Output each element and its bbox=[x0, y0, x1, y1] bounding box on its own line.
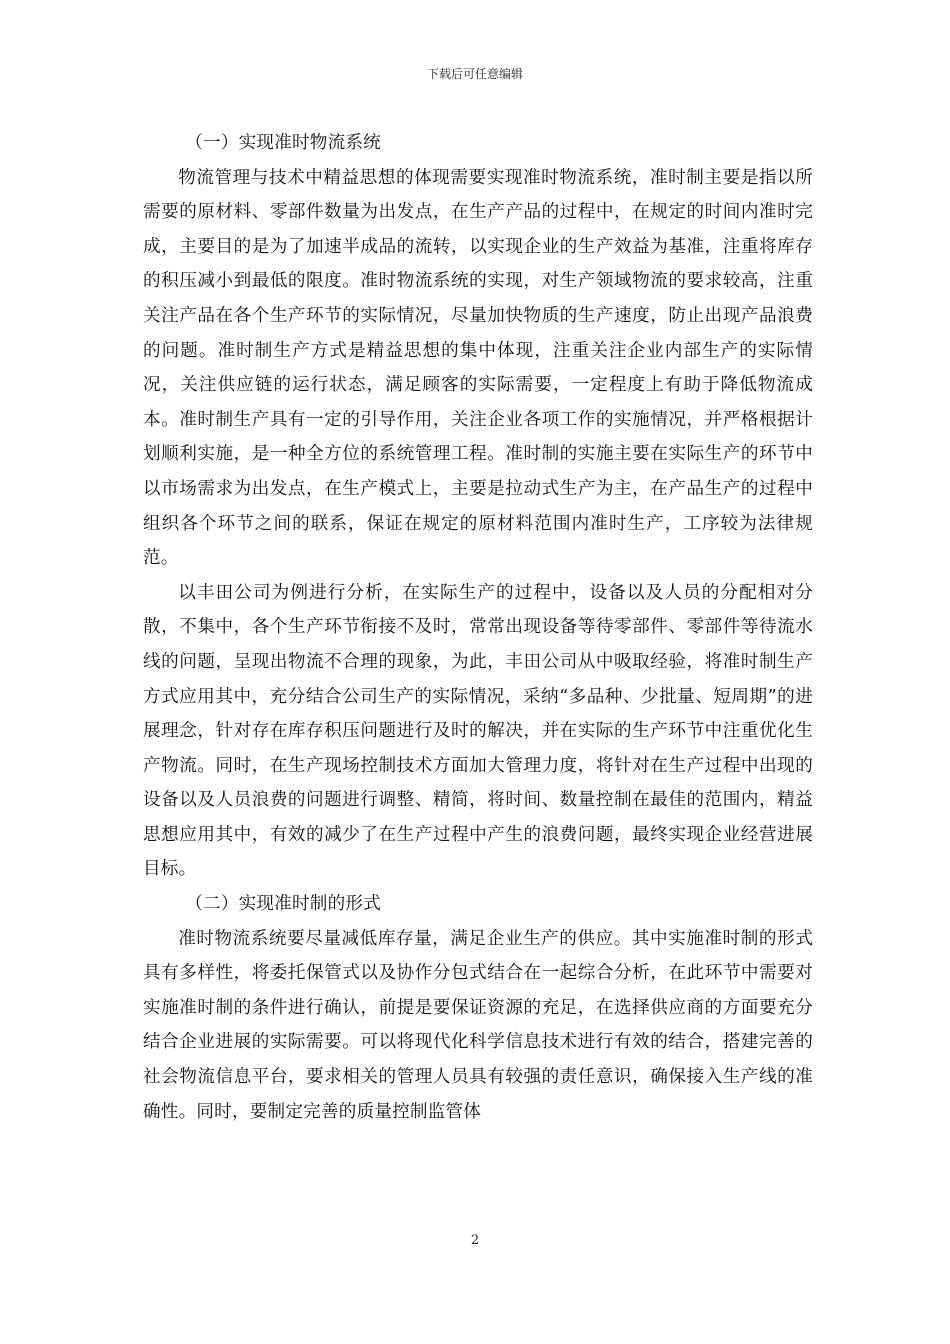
page-header: 下载后可任意编辑 bbox=[426, 67, 523, 81]
paragraph-1: 物流管理与技术中精益思想的体现需要实现准时物流系统，准时制主要是指以所需要的原材料、零部件数量为出发点，在生产产品的过程中，在规定的时间内准时完成，主要目的是为了加速半成品的流转，以实现企业的生产效益为基准，注重将库存的积压减小到最低的限度。准时物流系统的实现，对生产领域物流的要求较高，注重关注产品在各个生产环节的实际情况，尽量加快物质的生产速度，防止出现产品浪费的问题。准时制生产方式是精益思想的集中体现，注重关注企业内部生产的实际情况，关注供应链的运行状态，满足顾客的实际需要，一定程度上有助于降低物流成本。准时制生产具有一定的引导作用，关注企业各项工作的实施情况，并严格根据计划顺利实施，是一种全方位的系统管理工程。准时制的实施主要在实际生产的环节中以市场需求为出发点，在生产模式上，主要是拉动式生产为主，在产品生产的过程中组织各个环节之间的联系，保证在规定的原材料范围内准时生产，工序较为法律规范。 bbox=[143, 167, 813, 569]
document-body bbox=[143, 126, 813, 1129]
paragraph-2: 以丰田公司为例进行分析，在实际生产的过程中，设备以及人员的分配相对分散，不集中，各个生产环节衔接不及时，常常出现设备等待零部件、零部件等待流水线的问题，呈现出物流不合理的现象，为此，丰田公司从中吸取经验，将准时制生产方式应用其中，充分结合公司生产的实际情况，采纳“多品种、少批量、短周期”的进展理念，针对存在库存积压问题进行及时的解决，并在实际的生产环节中注重优化生产物流。同时，在生产现场控制技术方面加大管理力度，将针对在生产过程中出现的设备以及人员浪费的问题进行调整、精简，将时间、数量控制在最佳的范围内，精益思想应用其中，有效的减少了在生产过程中产生的浪费问题，最终实现企业经营进展目标。 bbox=[143, 582, 813, 880]
section-heading-1: （一）实现准时物流系统 bbox=[185, 133, 381, 153]
section-heading-2: （二）实现准时制的形式 bbox=[185, 894, 381, 915]
page-number: 2 bbox=[470, 1233, 480, 1248]
paragraph-3: 准时物流系统要尽量减低库存量，满足企业生产的供应。其中实施准时制的形式具有多样性，将委托保管式以及协作分包式结合在一起综合分析，在此环节中需要对实施准时制的条件进行确认，前提是要保证资源的充足，在选择供应商的方面要充分结合企业进展的实际需要。可以将现代化科学信息技术进行有效的结合，搭建完善的社会物流信息平台，要求相关的管理人员具有较强的责任意识，确保接入生产线的准确性。同时，要制定完善的质量控制监管体 bbox=[143, 928, 813, 1122]
